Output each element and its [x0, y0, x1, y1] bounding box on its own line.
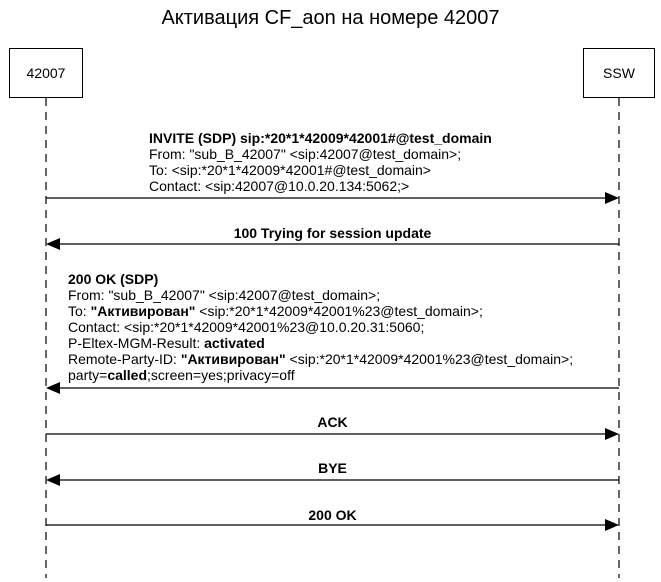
ok-to-prefix: To:: [68, 303, 91, 319]
invite-from: From: "sub_B_42007" <sip:42007@test_domain>;: [149, 146, 462, 162]
ok-party-rest: ;screen=yes;privacy=off: [147, 367, 295, 383]
message-ack: ACK: [317, 414, 348, 430]
diagram-title: Активация CF_aon на номере 42007: [161, 7, 500, 29]
ok-mgm-prefix: P-Eltex-MGM-Result:: [68, 335, 205, 351]
ok-party-params: [68, 367, 573, 383]
ok-status-line: 200 OK (SDP): [68, 271, 159, 287]
participant-label: 42007: [26, 65, 66, 81]
ok-mgm-result: [68, 335, 573, 351]
ok-mgm-value: activated: [204, 335, 265, 351]
invite-contact: Contact: <sip:42007@10.0.20.134:5062;>: [149, 178, 410, 194]
arrow-200-ok-sdp: [46, 382, 619, 394]
ok-rpid-name: "Активирован": [180, 351, 286, 367]
participant-label: SSW: [603, 65, 635, 81]
ok-contact: Contact: <sip:*20*1*42009*42001%23@10.0.20.31:5060;: [68, 319, 425, 335]
message-200-ok-sdp: [68, 271, 573, 383]
message-200-ok: 200 OK: [308, 507, 357, 523]
ok-party-prefix: party=: [68, 367, 108, 383]
invite-to: To: <sip:*20*1*42009*42001#@test_domain>: [149, 162, 431, 178]
ok-from: From: "sub_B_42007" <sip:42007@test_domain>;: [68, 287, 381, 303]
invite-request-line: INVITE (SDP) sip:*20*1*42009*42001#@test_domain: [149, 130, 492, 146]
ok-to: [68, 303, 573, 319]
message-trying: 100 Trying for session update: [233, 225, 432, 241]
message-bye: BYE: [318, 460, 347, 476]
ok-remote-party-id: [68, 351, 573, 367]
ok-to-uri: <sip:*20*1*42009*42001%23@test_domain>;: [195, 303, 483, 319]
ok-rpid-uri: <sip:*20*1*42009*42001%23@test_domain>;: [285, 351, 574, 367]
ok-rpid-prefix: Remote-Party-ID:: [68, 351, 181, 367]
ok-party-value: called: [107, 367, 148, 383]
ok-to-name: "Активирован": [90, 303, 196, 319]
message-invite: [149, 130, 492, 194]
